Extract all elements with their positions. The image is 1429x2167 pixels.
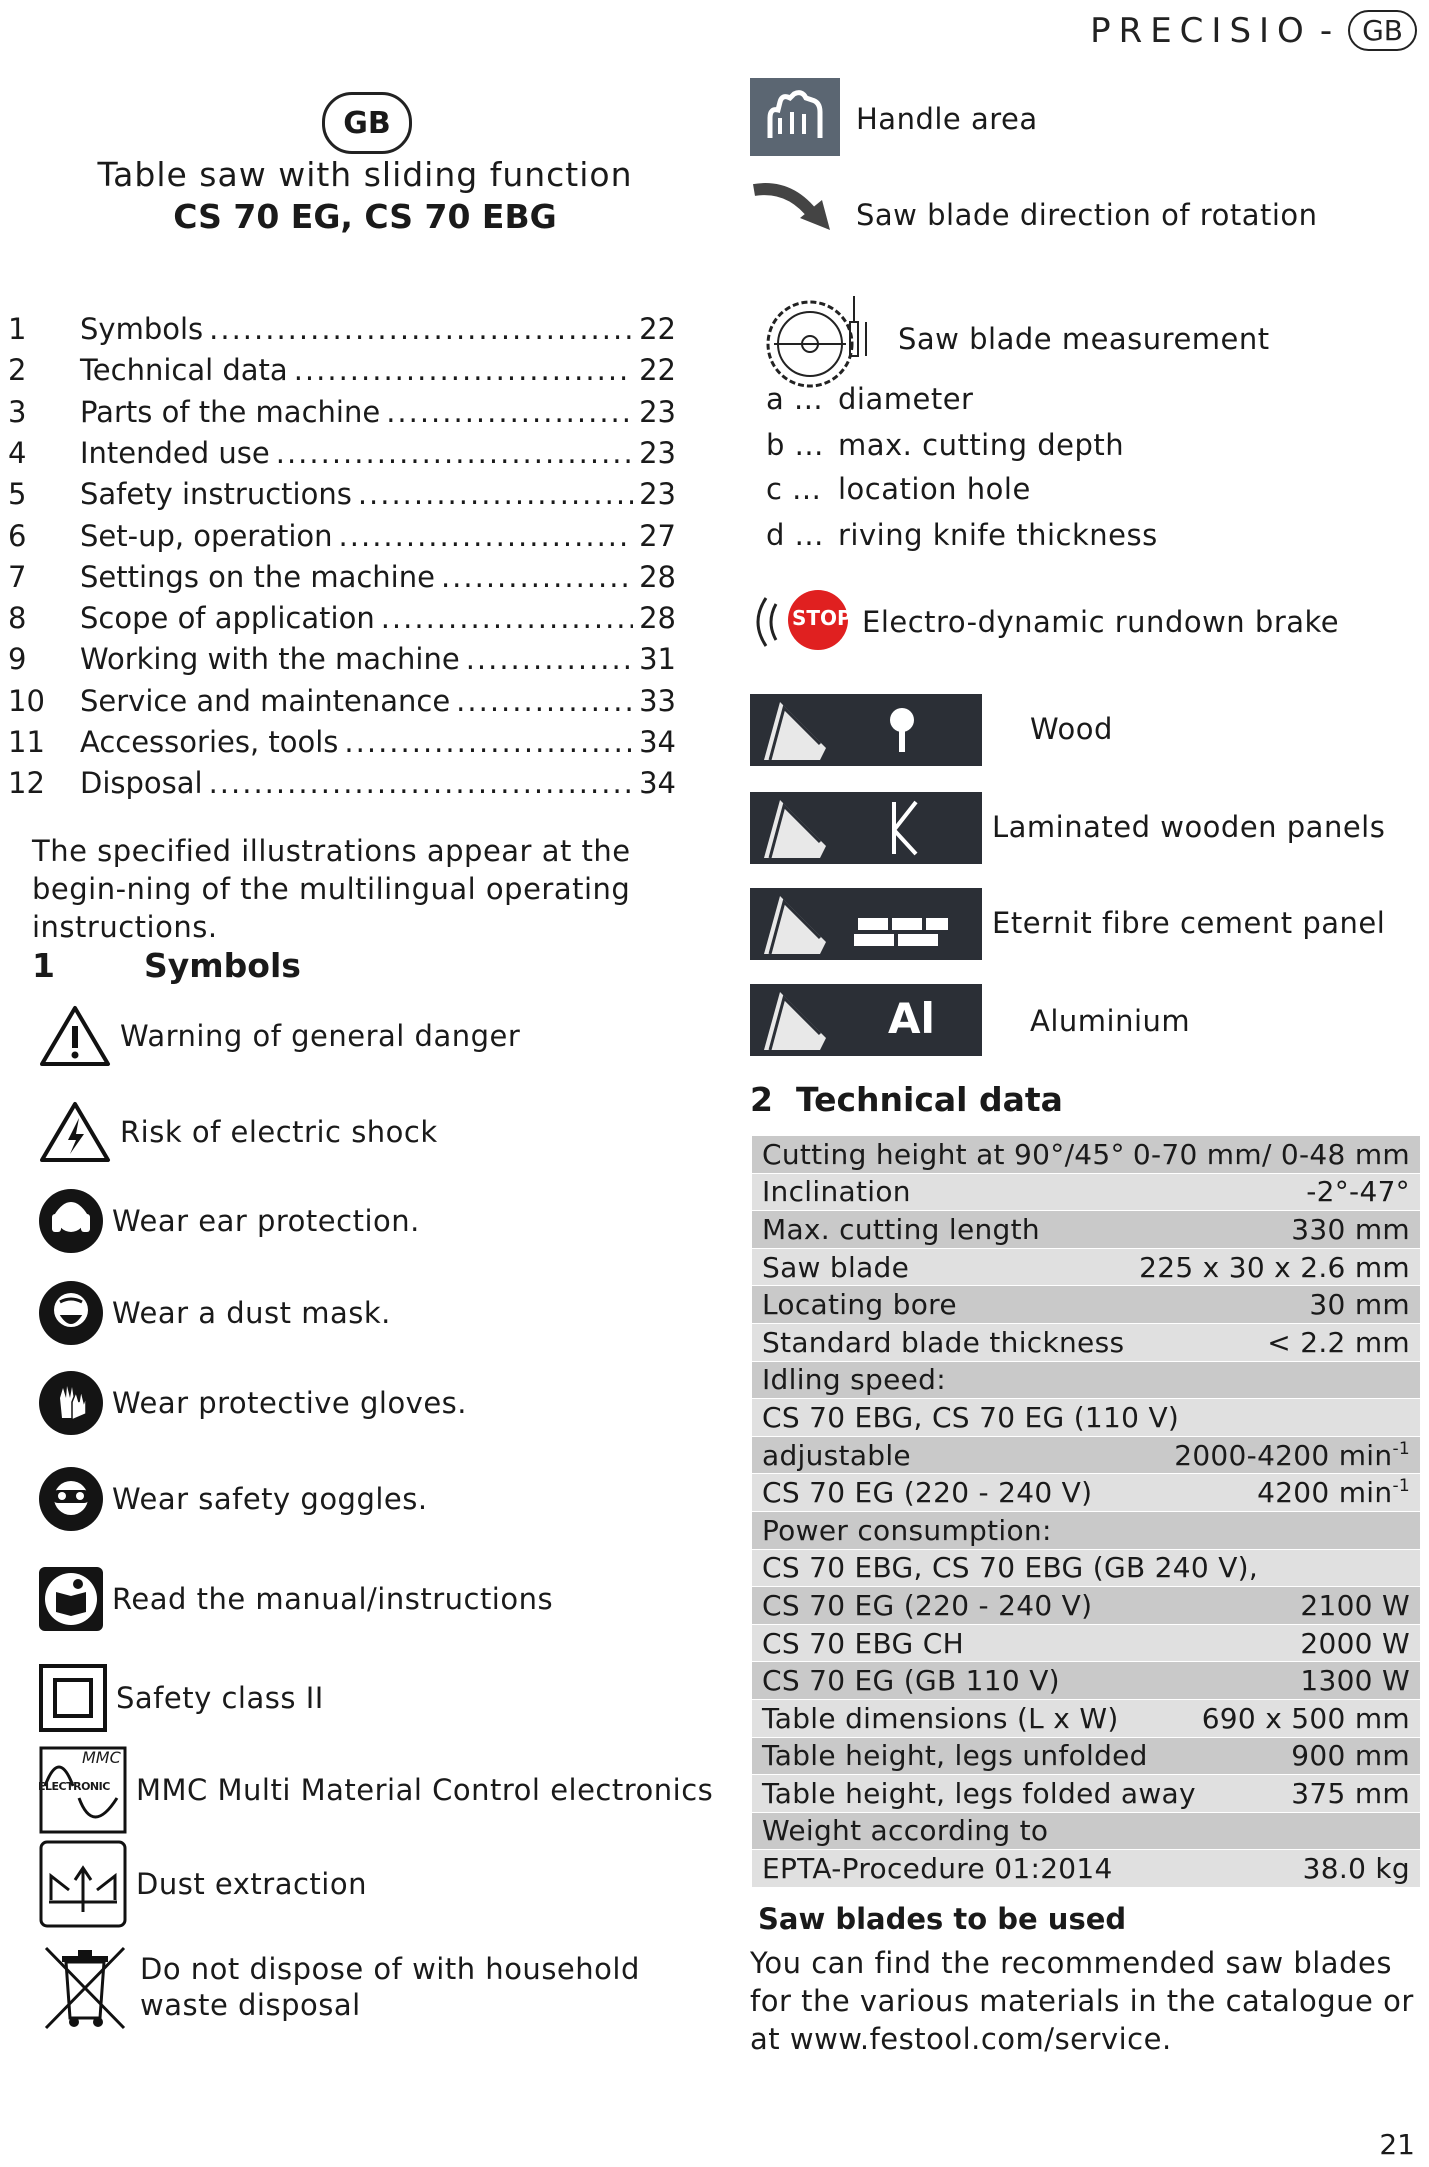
toc-page: 31 xyxy=(639,642,676,677)
symbol-row xyxy=(30,1942,730,2032)
electronic-icon-text: ELECTRONIC xyxy=(38,1780,110,1793)
measurement-value: riving knife thickness xyxy=(838,518,1158,552)
toc-leader-dots xyxy=(386,395,633,429)
material-aluminium-icon xyxy=(750,984,982,1056)
section-title: Symbols xyxy=(144,946,301,985)
spec-name: EPTA-Procedure 01:2014 xyxy=(762,1852,1113,1886)
toc-entry[interactable] xyxy=(8,395,676,433)
rotation-arrow-icon xyxy=(750,178,856,252)
crossed-bin-icon xyxy=(30,1942,140,2032)
spec-value xyxy=(1306,1175,1410,1208)
toc-page: 34 xyxy=(639,725,676,759)
brake-symbol xyxy=(750,590,1339,654)
toc-leader-dots xyxy=(209,766,634,800)
spec-name: Max. cutting length xyxy=(762,1212,1040,1246)
read-manual-icon xyxy=(30,1566,112,1632)
spec-value-superscript: -1 xyxy=(1392,1476,1410,1497)
spec-name: Idling speed: xyxy=(762,1363,946,1397)
brand-name: PRECISIO xyxy=(1090,10,1312,51)
spec-value-text: 330 mm xyxy=(1291,1212,1410,1246)
toc-page: 34 xyxy=(639,766,676,801)
material-fibre-cement-icon xyxy=(750,888,982,960)
symbol-label: Saw blade measurement xyxy=(898,322,1270,356)
toc-entry[interactable] xyxy=(8,436,676,474)
spec-value xyxy=(1300,1589,1410,1622)
toc-leader-dots xyxy=(441,560,633,594)
spec-value-text: 900 mm xyxy=(1291,1739,1410,1773)
stop-text: STOP xyxy=(792,606,852,630)
symbol-label: Read the manual/instructions xyxy=(112,1582,554,1616)
safety-class-ii-icon xyxy=(30,1664,116,1732)
handle-area-symbol xyxy=(750,78,1038,160)
symbol-label: Wear safety goggles. xyxy=(112,1482,428,1516)
symbol-label: Saw blade direction of rotation xyxy=(856,198,1318,232)
spec-name: Table height, legs unfolded xyxy=(762,1739,1148,1773)
rotation-symbol xyxy=(750,178,1318,252)
spec-value xyxy=(1303,1852,1410,1885)
toc-leader-dots xyxy=(294,353,633,387)
electric-shock-icon xyxy=(30,1100,120,1164)
symbol-row xyxy=(30,1188,730,1254)
spec-value-text: 1300 W xyxy=(1300,1664,1410,1698)
spec-value-text: 2000 W xyxy=(1300,1626,1410,1660)
spec-name: Locating bore xyxy=(762,1288,957,1322)
spec-value xyxy=(1309,1288,1410,1321)
toc-label: Set-up, operation xyxy=(80,518,333,553)
toc-leader-dots xyxy=(339,519,634,553)
intro-text: The specified illustrations appear at the begin-ning of the multilingual operating instructions. xyxy=(32,834,631,944)
symbol-label: Wear protective gloves. xyxy=(112,1386,468,1420)
section-heading-technical-data xyxy=(750,1080,1063,1119)
toc-leader-dots xyxy=(276,436,633,470)
toc-entry[interactable] xyxy=(8,766,676,804)
spec-name: CS 70 EG (220 - 240 V) xyxy=(762,1476,1093,1510)
toc-number: 3 xyxy=(8,394,27,429)
toc-page: 23 xyxy=(639,477,676,512)
spec-name: CS 70 EG (220 - 240 V) xyxy=(762,1588,1093,1622)
table-row xyxy=(752,1174,1420,1212)
toc-page: 28 xyxy=(639,601,676,636)
table-row xyxy=(752,1775,1420,1813)
toc-page: 23 xyxy=(639,435,676,470)
toc-label: Accessories, tools xyxy=(80,725,339,759)
toc-number: 1 xyxy=(8,312,27,346)
spec-value-text: < 2.2 mm xyxy=(1267,1325,1410,1359)
toc-entry[interactable] xyxy=(8,601,676,639)
symbol-label: Dust extraction xyxy=(136,1867,367,1901)
section-number: 2 xyxy=(750,1080,773,1119)
spec-value-text: 4200 min xyxy=(1257,1476,1393,1510)
document-title: Table saw with sliding function xyxy=(97,155,633,194)
symbol-row xyxy=(30,1466,730,1532)
section-heading-symbols xyxy=(32,946,301,985)
symbol-label: Handle area xyxy=(856,102,1038,136)
mmc-icon-text: MMC xyxy=(82,1748,121,1767)
section-number: 1 xyxy=(32,946,55,985)
al-icon-text: Al xyxy=(888,994,935,1043)
toc-number: 6 xyxy=(8,518,27,553)
table-row xyxy=(752,1587,1420,1625)
page-number: 21 xyxy=(1379,2128,1415,2161)
table-row xyxy=(752,1550,1420,1588)
spec-name: CS 70 EBG, CS 70 EG (110 V) xyxy=(762,1400,1180,1434)
toc-entry[interactable] xyxy=(8,560,676,598)
toc-number: 7 xyxy=(8,559,27,594)
spec-name: Standard blade thickness xyxy=(762,1325,1125,1359)
ear-protection-icon xyxy=(30,1188,112,1254)
symbol-label: Risk of electric shock xyxy=(120,1115,438,1149)
material-label: Laminated wooden panels xyxy=(992,810,1386,844)
spec-name: Power consumption: xyxy=(762,1513,1052,1547)
symbol-row xyxy=(30,1746,730,1834)
spec-value-text: 375 mm xyxy=(1291,1776,1410,1810)
spec-value-text: 0-70 mm/ 0-48 mm xyxy=(1132,1137,1410,1171)
toc-number: 10 xyxy=(8,683,45,718)
material-wood-icon xyxy=(750,694,982,766)
spec-value xyxy=(1139,1251,1410,1284)
model-title: CS 70 EG, CS 70 EBG xyxy=(173,197,557,236)
table-row xyxy=(752,1362,1420,1400)
spec-value-superscript: -1 xyxy=(1392,1438,1410,1459)
measurement-key: a ... xyxy=(766,382,824,416)
toc-entry[interactable] xyxy=(8,725,676,763)
toc-leader-dots xyxy=(466,642,633,676)
toc-label: Settings on the machine xyxy=(80,559,435,594)
dust-extraction-icon xyxy=(30,1840,136,1928)
spec-value xyxy=(1133,1138,1410,1171)
handle-area-icon xyxy=(750,78,856,160)
toc-leader-dots xyxy=(456,684,633,718)
safety-goggles-icon xyxy=(30,1466,112,1532)
toc-number: 8 xyxy=(8,601,27,636)
spec-name: adjustable xyxy=(762,1438,911,1472)
toc-label: Technical data xyxy=(80,353,288,388)
warning-triangle-icon xyxy=(30,1004,120,1068)
spec-value xyxy=(1291,1739,1410,1772)
symbol-label: Wear ear protection. xyxy=(112,1204,420,1238)
measurement-key: c ... xyxy=(766,472,822,506)
toc-label: Disposal xyxy=(80,766,203,801)
spec-name: CS 70 EBG, CS 70 EBG (GB 240 V), xyxy=(762,1551,1259,1585)
running-header xyxy=(1090,10,1417,51)
toc-number: 9 xyxy=(8,642,27,677)
table-row xyxy=(752,1738,1420,1776)
spec-value xyxy=(1300,1664,1410,1697)
measurement-item xyxy=(766,472,1031,506)
symbol-row xyxy=(30,1370,730,1436)
spec-value-text: 2100 W xyxy=(1300,1588,1410,1622)
table-row xyxy=(752,1437,1420,1475)
toc-label: Service and maintenance xyxy=(80,683,451,718)
table-row xyxy=(752,1399,1420,1437)
toc-entry[interactable] xyxy=(8,353,676,391)
spec-name: Cutting height at 90°/45° xyxy=(762,1137,1125,1171)
technical-data-table xyxy=(752,1136,1420,1888)
toc-number: 4 xyxy=(8,435,27,470)
table-row xyxy=(752,1286,1420,1324)
spec-value xyxy=(1291,1777,1410,1810)
toc-label: Safety instructions xyxy=(80,477,352,512)
symbol-label: MMC Multi Material Control electronics xyxy=(136,1773,714,1807)
toc-page: 23 xyxy=(639,394,676,429)
toc-entry[interactable] xyxy=(8,519,676,557)
symbol-row xyxy=(30,1280,730,1346)
measurement-value: diameter xyxy=(838,382,974,416)
toc-label: Intended use xyxy=(80,435,270,470)
mmc-electronic-icon xyxy=(30,1746,136,1834)
spec-name: Table dimensions (L x W) xyxy=(762,1701,1119,1735)
toc-entry[interactable] xyxy=(8,642,676,680)
symbol-row xyxy=(30,1004,730,1068)
table-row xyxy=(752,1813,1420,1851)
spec-value xyxy=(1291,1213,1410,1246)
table-row xyxy=(752,1211,1420,1249)
toc-label: Symbols xyxy=(80,312,204,346)
toc-label: Working with the machine xyxy=(80,642,460,677)
gb-badge: GB xyxy=(322,92,412,154)
symbol-row xyxy=(30,1100,730,1164)
toc-leader-dots xyxy=(209,312,633,346)
table-row xyxy=(752,1850,1420,1888)
spec-name: Saw blade xyxy=(762,1250,910,1284)
spec-value-text: 2000-4200 min xyxy=(1174,1438,1393,1472)
material-label: Aluminium xyxy=(1030,1004,1191,1038)
spec-name: Table height, legs folded away xyxy=(762,1776,1196,1810)
toc-label: Parts of the machine xyxy=(80,394,381,429)
toc-page: 27 xyxy=(639,518,676,553)
toc-entry[interactable] xyxy=(8,477,676,515)
gloves-icon xyxy=(30,1370,112,1436)
symbol-row xyxy=(30,1664,730,1732)
toc-leader-dots xyxy=(358,477,633,511)
dust-mask-icon xyxy=(30,1280,112,1346)
rundown-brake-icon xyxy=(750,590,862,654)
section-title: Technical data xyxy=(795,1080,1063,1119)
symbol-label: Wear a dust mask. xyxy=(112,1296,391,1330)
toc-page: 28 xyxy=(639,559,676,594)
saw-blade-measurement-icon xyxy=(750,282,898,396)
spec-name: CS 70 EBG CH xyxy=(762,1626,964,1660)
language-badge: GB xyxy=(1348,10,1417,51)
toc-number: 12 xyxy=(8,766,45,801)
saw-blades-heading: Saw blades to be used xyxy=(758,1902,1127,1936)
toc-page: 33 xyxy=(639,683,676,718)
spec-value-text: 30 mm xyxy=(1309,1288,1410,1322)
spec-value-text: 225 x 30 x 2.6 mm xyxy=(1139,1250,1410,1284)
toc-page: 22 xyxy=(639,312,676,346)
toc-entry[interactable] xyxy=(8,312,676,350)
table-row xyxy=(752,1474,1420,1512)
measurement-key: d ... xyxy=(766,518,824,552)
symbol-row xyxy=(30,1840,730,1928)
toc-leader-dots xyxy=(381,601,633,635)
toc-label: Scope of application xyxy=(80,601,375,636)
spec-value xyxy=(1174,1439,1410,1472)
spec-value xyxy=(1267,1326,1410,1359)
spec-name: Weight according to xyxy=(762,1814,1049,1848)
symbol-row xyxy=(30,1566,730,1632)
measurement-item xyxy=(766,382,973,416)
spec-value xyxy=(1300,1627,1410,1660)
table-row xyxy=(752,1249,1420,1287)
measurement-item xyxy=(766,428,1124,462)
table-row xyxy=(752,1136,1420,1174)
symbol-label: Warning of general danger xyxy=(120,1019,521,1053)
spec-name: Inclination xyxy=(762,1175,911,1209)
measurement-value: location hole xyxy=(838,472,1031,506)
toc-number: 11 xyxy=(8,725,45,759)
table-row xyxy=(752,1512,1420,1550)
toc-page: 22 xyxy=(639,353,676,388)
saw-blades-text: You can find the recommended saw blades for the various materials in the catalogue or at www.festool.com/service. xyxy=(750,1946,1414,2056)
material-label: Wood xyxy=(1030,712,1113,746)
table-row xyxy=(752,1324,1420,1362)
measurement-symbol xyxy=(750,282,1270,396)
table-row xyxy=(752,1700,1420,1738)
measurement-item xyxy=(766,518,1158,552)
symbol-label: Safety class II xyxy=(116,1681,324,1715)
toc-entry[interactable] xyxy=(8,684,676,722)
symbol-label: Do not dispose of with household waste disposal xyxy=(140,1952,640,2022)
symbol-label: Electro-dynamic rundown brake xyxy=(862,605,1340,639)
header-separator: - xyxy=(1319,10,1341,51)
spec-value xyxy=(1202,1702,1410,1735)
spec-value-text: -2°-47° xyxy=(1306,1175,1410,1209)
spec-name: CS 70 EG (GB 110 V) xyxy=(762,1664,1060,1698)
material-laminated-icon xyxy=(750,792,982,864)
toc-number: 2 xyxy=(8,353,27,388)
toc-leader-dots xyxy=(344,725,633,759)
spec-value-text: 38.0 kg xyxy=(1302,1852,1410,1886)
spec-value-text: 690 x 500 mm xyxy=(1201,1701,1410,1735)
table-row xyxy=(752,1625,1420,1663)
material-label: Eternit fibre cement panel xyxy=(992,906,1386,940)
table-row xyxy=(752,1662,1420,1700)
measurement-value: max. cutting depth xyxy=(838,428,1125,462)
toc-number: 5 xyxy=(8,477,27,512)
measurement-key: b ... xyxy=(766,428,824,462)
spec-value xyxy=(1257,1476,1410,1509)
